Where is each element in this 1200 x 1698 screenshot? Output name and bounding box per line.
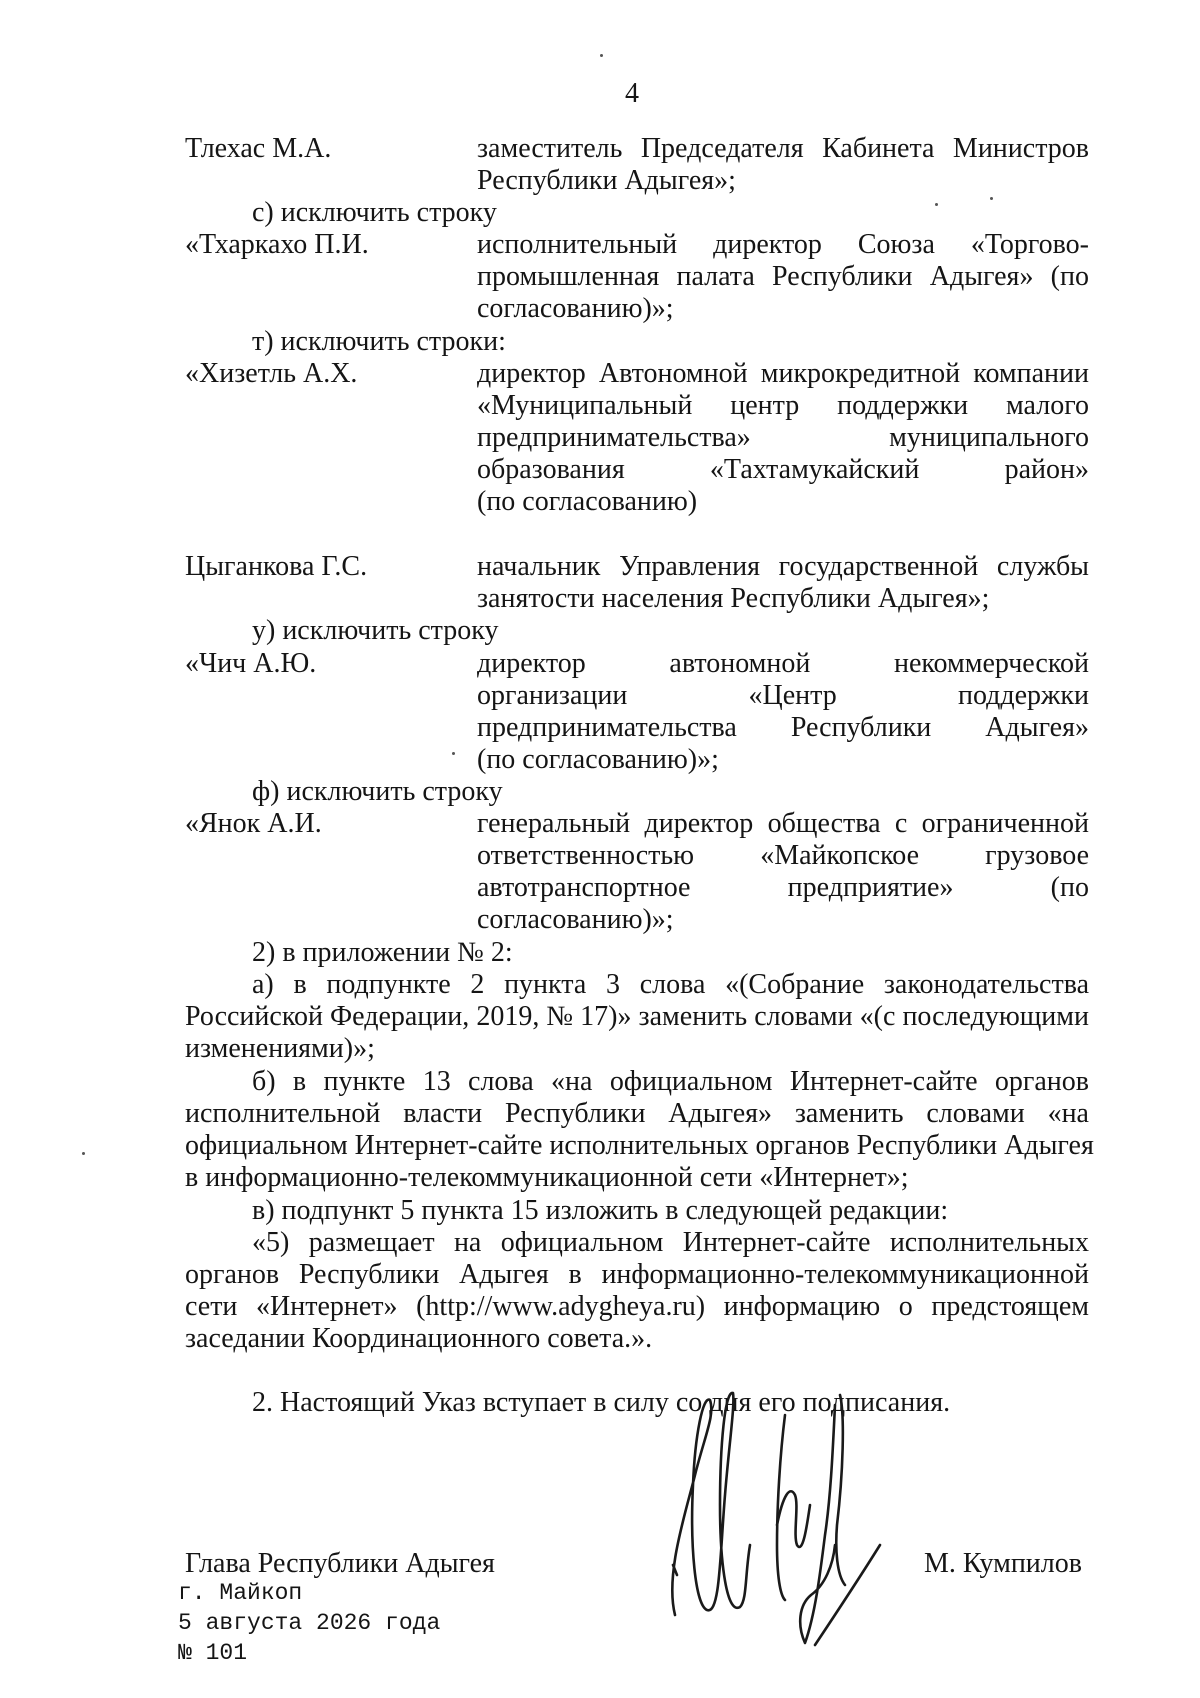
description-line: автотранспортное предприятие» (по	[477, 872, 1089, 903]
description-line: директор Автономной микрокредитной компании	[477, 358, 1089, 389]
description-line: согласованию)»;	[477, 904, 674, 935]
footer-city: г. Майкоп	[178, 1580, 303, 1606]
page-number: 4	[625, 78, 639, 109]
paragraph-line: «5) размещает на официальном Интернет-сайте исполнительных	[252, 1227, 1089, 1258]
description-line: начальник Управления государственной службы	[477, 551, 1089, 582]
scan-speck	[600, 54, 603, 57]
description-line: исполнительный директор Союза «Торгово-	[477, 229, 1089, 260]
description-line: Республики Адыгея»;	[477, 165, 736, 196]
scan-speck	[990, 197, 993, 200]
decree-effective-clause: 2. Настоящий Указ вступает в силу со дня его подписания.	[252, 1387, 951, 1418]
paragraph-a	[185, 969, 1089, 1065]
scan-speck	[82, 1152, 85, 1155]
subitem-u: у) исключить строку	[252, 615, 499, 646]
entry-name: «Хизетль А.Х.	[185, 358, 358, 389]
description-line: «Муниципальный центр поддержки малого	[477, 390, 1089, 421]
entry-description	[477, 229, 1089, 325]
description-line: предпринимательства Республики Адыгея»	[477, 712, 1089, 743]
signatory-name: М. Кумпилов	[924, 1548, 1082, 1579]
entry-name: «Чич А.Ю.	[185, 648, 317, 679]
description-line: промышленная палата Республики Адыгея» (по	[477, 261, 1089, 292]
subitem-t: т) исключить строки:	[252, 326, 506, 357]
paragraph-quote-5	[185, 1227, 1089, 1355]
scan-speck	[935, 203, 938, 206]
paragraph-line: изменениями)»;	[185, 1033, 375, 1064]
signatory-title: Глава Республики Адыгея	[185, 1548, 495, 1579]
paragraph-line: сети «Интернет» (http://www.adygheya.ru) информацию о предстоящем	[185, 1291, 1089, 1322]
description-line: образования «Тахтамукайский район»	[477, 454, 1089, 485]
entry-name: Тлехас М.А.	[185, 133, 332, 164]
entry-description	[477, 808, 1089, 936]
description-line: (по согласованию)	[477, 486, 698, 517]
description-line: организации «Центр поддержки	[477, 680, 1089, 711]
entry-description	[477, 358, 1089, 518]
description-line: директор автономной некоммерческой	[477, 648, 1089, 679]
entry-description	[477, 648, 1089, 776]
entry-name: «Янок А.И.	[185, 808, 322, 839]
description-line: занятости населения Республики Адыгея»;	[477, 583, 990, 614]
description-line: заместитель Председателя Кабинета Министров	[477, 133, 1089, 164]
paragraph-v: в) подпункт 5 пункта 15 изложить в следующей редакции:	[252, 1195, 949, 1226]
description-line: генеральный директор общества с ограниченной	[477, 808, 1089, 839]
paragraph-line: исполнительной власти Республики Адыгея» заменить словами «на	[185, 1098, 1089, 1129]
description-line: согласованию)»;	[477, 293, 674, 324]
paragraph-line: официальном Интернет-сайте исполнительных органов Республики Адыгея	[185, 1130, 1094, 1161]
paragraph-line: органов Республики Адыгея в информационно-телекоммуникационной	[185, 1259, 1089, 1290]
entry-description	[477, 551, 1089, 615]
scan-speck	[452, 752, 455, 755]
entry-name: Цыганкова Г.С.	[185, 551, 368, 582]
paragraph-b	[185, 1066, 1094, 1194]
paragraph-line: Российской Федерации, 2019, № 17)» заменить словами «(с последующими	[185, 1001, 1089, 1032]
subitem-appendix-2: 2) в приложении № 2:	[252, 937, 513, 968]
paragraph-line: заседании Координационного совета.».	[185, 1323, 653, 1354]
handwritten-signature	[665, 1375, 890, 1650]
entry-description	[477, 133, 1089, 197]
subitem-f: ф) исключить строку	[252, 776, 503, 807]
description-line: (по согласованию)»;	[477, 744, 719, 775]
description-line: предпринимательства» муниципального	[477, 422, 1089, 453]
subitem-s: с) исключить строку	[252, 197, 497, 228]
paragraph-line: а) в подпункте 2 пункта 3 слова «(Собрание законодательства	[252, 969, 1089, 1000]
footer-date: 5 августа 2026 года	[178, 1610, 441, 1636]
entry-name: «Тхаркахо П.И.	[185, 229, 369, 260]
paragraph-line: б) в пункте 13 слова «на официальном Интернет-сайте органов	[252, 1066, 1089, 1097]
paragraph-line: в информационно-телекоммуникационной сети «Интернет»;	[185, 1162, 909, 1193]
description-line: ответственностью «Майкопское грузовое	[477, 840, 1089, 871]
footer-number: № 101	[178, 1640, 248, 1666]
